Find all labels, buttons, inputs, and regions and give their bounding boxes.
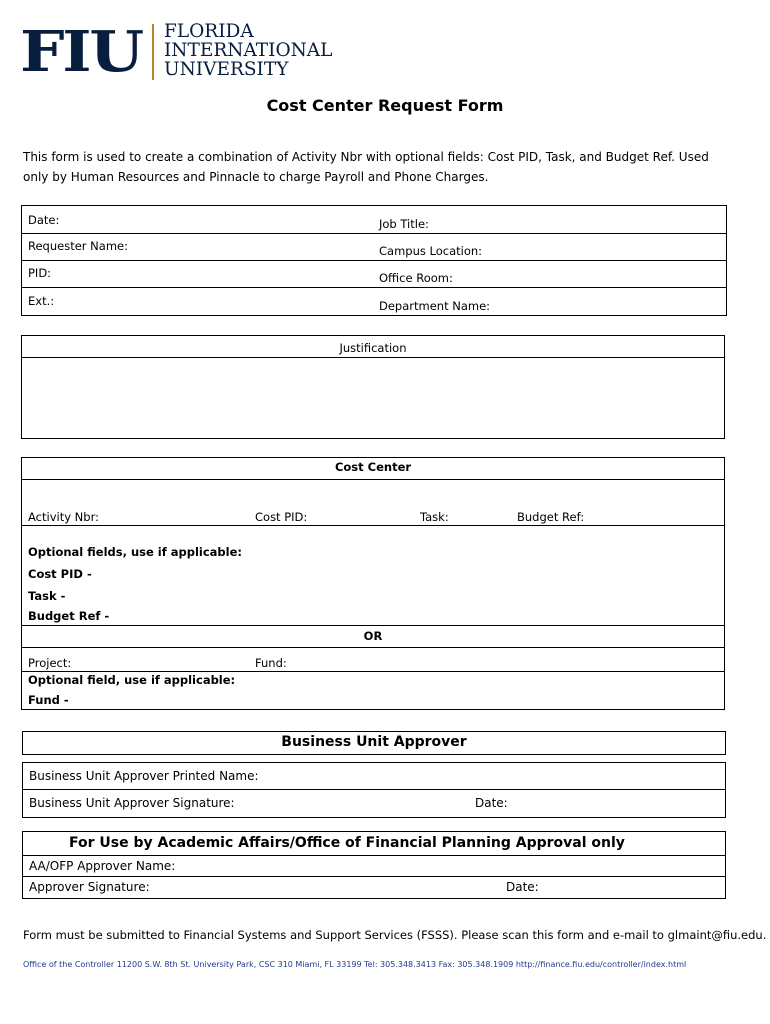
optional-budget-ref: Budget Ref - [28,609,110,623]
form-intro: This form is used to create a combination of Activity Nbr with optional fields: Cost PID, Task, and Budget Ref. Used only by Human Resources and Pinnacle to charge Payroll and Phone Charges. [23,150,709,184]
optional-cost-pid: Cost PID - [28,567,92,581]
justification-header: Justification [339,341,407,355]
aa-ofp-approver-name-field[interactable]: AA/OFP Approver Name: [29,859,176,873]
cost-pid-field[interactable]: Cost PID: [255,510,308,524]
office-room-field[interactable]: Office Room: [379,271,453,285]
ext-field[interactable]: Ext.: [28,294,55,308]
date-field[interactable]: Date: [28,213,60,227]
approver-date-field[interactable]: Date: [475,796,508,810]
optional-fund: Fund - [28,693,69,707]
campus-location-field[interactable]: Campus Location: [379,244,483,258]
cost-center-header: Cost Center [334,460,412,474]
project-field[interactable]: Project: [28,656,72,670]
or-label: OR [363,629,383,643]
logo-word-international: INTERNATIONAL [164,40,333,61]
justification-textarea[interactable] [22,358,724,438]
approver-header-box [22,731,726,755]
approver-signature-field[interactable]: Business Unit Approver Signature: [29,796,235,810]
approver-signature-field[interactable]: Approver Signature: [29,880,150,894]
form-title: Cost Center Request Form [266,96,504,115]
approver-header: Business Unit Approver [281,734,467,750]
logo-divider [152,24,154,80]
optional-fields-heading: Optional fields, use if applicable: [28,545,242,559]
approver-printed-name-field[interactable]: Business Unit Approver Printed Name: [29,769,259,783]
cost-center-box [21,457,725,710]
academic-affairs-box [22,831,726,899]
fiu-logo-mark: FIU [20,19,142,85]
job-title-field[interactable]: Job Title: [379,217,429,231]
academic-affairs-header: For Use by Academic Affairs/Office of Financial Planning Approval only [69,835,625,851]
academic-date-field[interactable]: Date: [506,880,539,894]
task-field[interactable]: Task: [420,510,449,524]
fund-field[interactable]: Fund: [255,656,287,670]
pid-field[interactable]: PID: [28,266,52,280]
requester-name-field[interactable]: Requester Name: [28,239,128,253]
justification-box [21,335,725,439]
optional-task: Task - [28,589,66,603]
budget-ref-field[interactable]: Budget Ref: [517,510,585,524]
logo-word-florida: FLORIDA [164,21,254,42]
approver-box [22,762,726,818]
optional-field-heading: Optional field, use if applicable: [28,673,236,687]
controller-address: Office of the Controller 11200 S.W. 8th St. University Park, CSC 310 Miami, FL 33199 Tel: 305.348.3413 Fax: 305.348.1909 http://finance.fiu.edu/controller/index.html [23,960,687,969]
submission-instructions: Form must be submitted to Financial Systems and Support Services (FSSS). Please scan this form and e-mail to glmaint@fiu.edu. [23,928,767,942]
logo-word-university: UNIVERSITY [164,59,289,80]
department-name-field[interactable]: Department Name: [379,299,491,313]
requester-info-box [21,205,727,316]
activity-nbr-field[interactable]: Activity Nbr: [28,510,99,524]
